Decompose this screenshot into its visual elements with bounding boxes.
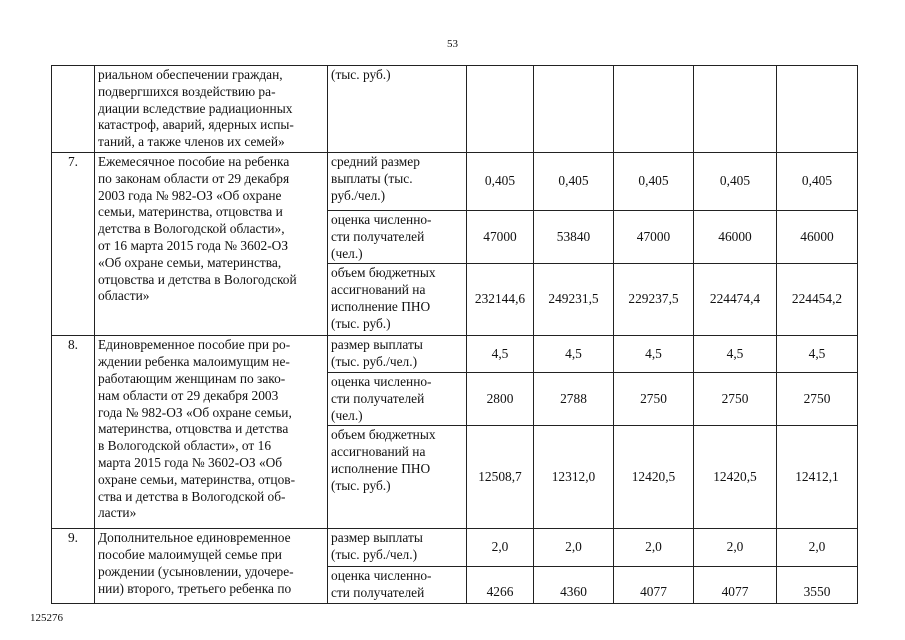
- value-cell: 4,5: [534, 336, 614, 373]
- benefit-description: Единовременное пособие при ро- ждении ребенка малоимущим не- работающим женщинам по зако- нам области от 29 декабря 2003 года № 982-ОЗ «Об охране семьи, материнства, отцовства и детства в Вологодской области», от 16 марта 2015 года № 3602-ОЗ «Об охране семьи, материнства, отцов- ства и детства в Вологодской об- ласти»: [95, 336, 328, 529]
- value-cell: 47000: [614, 210, 694, 263]
- value-cell: 2750: [694, 372, 777, 425]
- value-cell: 47000: [467, 210, 534, 263]
- value-cell: 12420,5: [694, 426, 777, 529]
- value-cell: 224474,4: [694, 264, 777, 336]
- value-cell: 249231,5: [534, 264, 614, 336]
- value-cell: 46000: [694, 210, 777, 263]
- row-number: [52, 66, 95, 153]
- value-cell: 4077: [694, 567, 777, 604]
- value-cell: 12508,7: [467, 426, 534, 529]
- value-cell: 0,405: [534, 152, 614, 210]
- indicator-label: размер выплаты (тыс. руб./чел.): [328, 529, 467, 567]
- indicator-label: оценка численно- сти получателей (чел.): [328, 372, 467, 425]
- value-cell: 229237,5: [614, 264, 694, 336]
- value-cell: 2800: [467, 372, 534, 425]
- indicator-label: объем бюджетных ассигнований на исполнение ПНО (тыс. руб.): [328, 264, 467, 336]
- value-cell: [694, 66, 777, 153]
- value-cell: 2750: [614, 372, 694, 425]
- value-cell: 53840: [534, 210, 614, 263]
- indicator-label: (тыс. руб.): [328, 66, 467, 153]
- value-cell: [534, 66, 614, 153]
- value-cell: 0,405: [614, 152, 694, 210]
- page-number: 53: [447, 38, 458, 50]
- indicator-label: оценка численно- сти получателей (чел.): [328, 210, 467, 263]
- value-cell: 2788: [534, 372, 614, 425]
- benefits-table: [51, 65, 858, 604]
- value-cell: [467, 66, 534, 153]
- value-cell: 4266: [467, 567, 534, 604]
- value-cell: 2,0: [534, 529, 614, 567]
- benefit-description: Дополнительное единовременное пособие малоимущей семье при рождении (усыновлении, удочере- нии) второго, третьего ребенка по: [95, 529, 328, 604]
- value-cell: [777, 66, 858, 153]
- value-cell: 2,0: [614, 529, 694, 567]
- value-cell: 4,5: [694, 336, 777, 373]
- table-row: [52, 66, 858, 153]
- value-cell: 4360: [534, 567, 614, 604]
- table-row: [52, 529, 858, 567]
- indicator-label: объем бюджетных ассигнований на исполнение ПНО (тыс. руб.): [328, 426, 467, 529]
- value-cell: 2,0: [467, 529, 534, 567]
- value-cell: 0,405: [777, 152, 858, 210]
- value-cell: 224454,2: [777, 264, 858, 336]
- value-cell: 3550: [777, 567, 858, 604]
- value-cell: 2,0: [694, 529, 777, 567]
- value-cell: 4,5: [614, 336, 694, 373]
- value-cell: 12420,5: [614, 426, 694, 529]
- value-cell: 4,5: [777, 336, 858, 373]
- value-cell: 0,405: [694, 152, 777, 210]
- value-cell: 2750: [777, 372, 858, 425]
- benefit-description: риальном обеспечении граждан, подвергшихся воздействию ра- диации вследствие радиационных катастроф, аварий, ядерных испы- таний, а также членов их семей»: [95, 66, 328, 153]
- value-cell: 232144,6: [467, 264, 534, 336]
- value-cell: 4,5: [467, 336, 534, 373]
- value-cell: 12412,1: [777, 426, 858, 529]
- value-cell: 0,405: [467, 152, 534, 210]
- indicator-label: размер выплаты (тыс. руб./чел.): [328, 336, 467, 373]
- row-number: 7.: [52, 152, 95, 335]
- indicator-label: оценка численно- сти получателей: [328, 567, 467, 604]
- value-cell: [614, 66, 694, 153]
- document-code: 125276: [30, 612, 63, 624]
- table-row: [52, 336, 858, 373]
- value-cell: 2,0: [777, 529, 858, 567]
- value-cell: 12312,0: [534, 426, 614, 529]
- table-row: [52, 152, 858, 210]
- benefit-description: Ежемесячное пособие на ребенка по законам области от 29 декабря 2003 года № 982-ОЗ «Об охране семьи, материнства, отцовства и детства в Вологодской области», от 16 марта 2015 года № 3602-ОЗ «Об охране семьи, материнства, отцовства и детства в Вологодской области»: [95, 152, 328, 335]
- row-number: 8.: [52, 336, 95, 529]
- indicator-label: средний размер выплаты (тыс. руб./чел.): [328, 152, 467, 210]
- value-cell: 4077: [614, 567, 694, 604]
- row-number: 9.: [52, 529, 95, 604]
- value-cell: 46000: [777, 210, 858, 263]
